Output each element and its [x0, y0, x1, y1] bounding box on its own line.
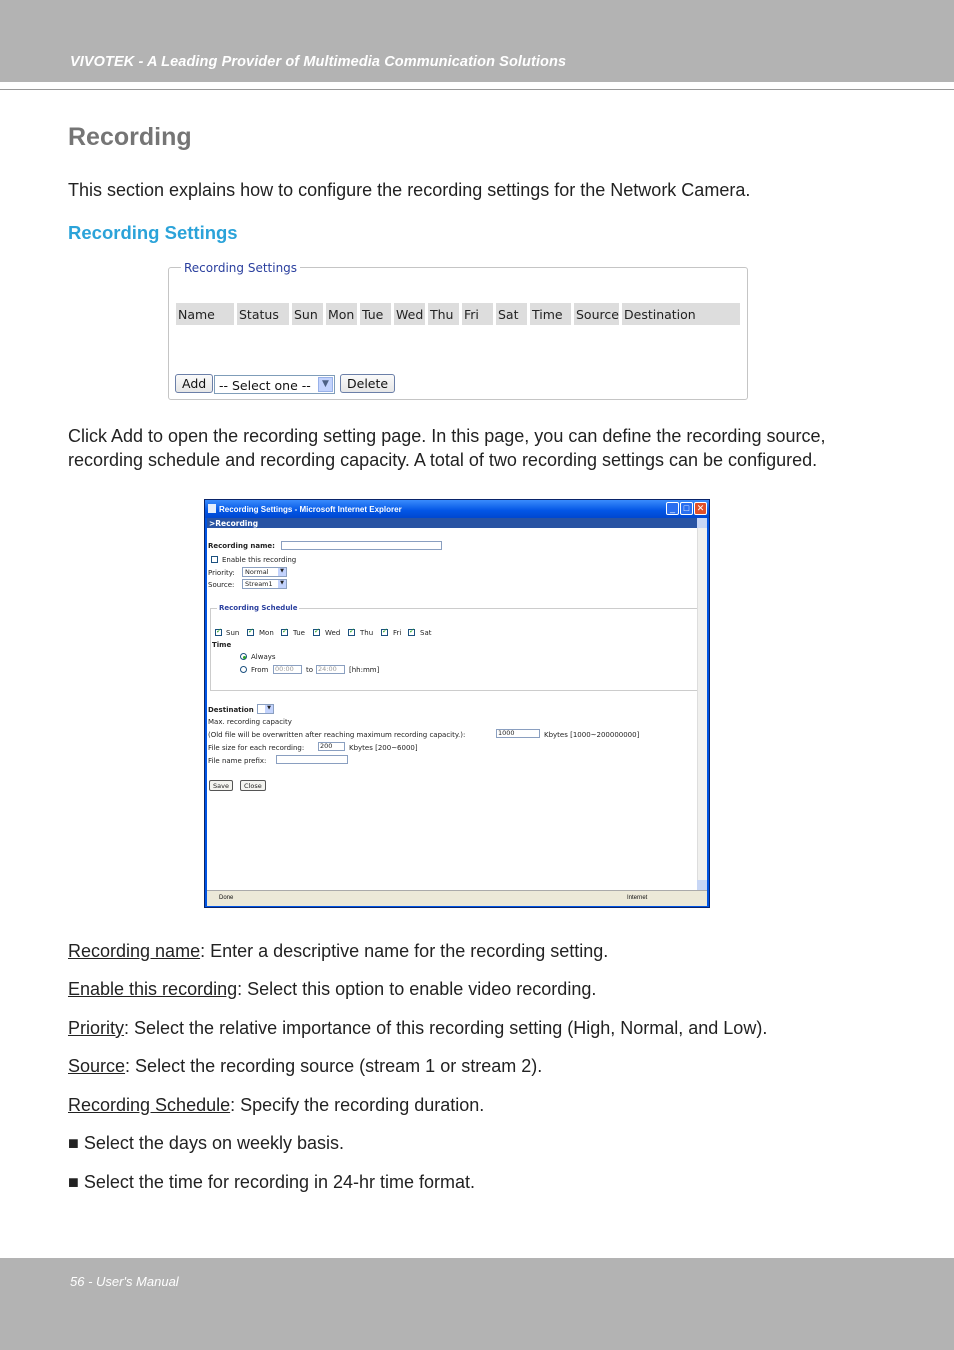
day-thu-checkbox[interactable] — [348, 629, 355, 636]
window-statusbar — [207, 890, 707, 906]
priority-select[interactable] — [242, 567, 287, 577]
day-thu-label: Thu — [360, 629, 374, 637]
day-wed-label: Wed — [325, 629, 341, 637]
overwrite-note: (Old file will be overwritten after reaching maximum recording capacity.): — [208, 731, 466, 739]
add-description-line1: Click Add to open the recording setting page. In this page, you can define the recording source, — [68, 426, 826, 446]
col-tue: Tue — [360, 303, 391, 325]
window-titlebar — [205, 500, 709, 518]
file-size-input[interactable]: 200 — [318, 742, 345, 751]
field-term: Recording name — [68, 941, 201, 961]
from-radio[interactable] — [240, 666, 247, 673]
recording-schedule-fieldset — [210, 604, 699, 691]
field-desc-schedule — [68, 1093, 484, 1117]
recording-name-input[interactable] — [281, 541, 442, 550]
intro-text: This section explains how to configure the recording settings for the Network Camera. — [68, 180, 751, 200]
col-thu: Thu — [428, 303, 459, 325]
to-label — [306, 666, 313, 674]
always-label: Always — [251, 653, 276, 661]
recording-select-value: -- Select one -- — [219, 378, 311, 393]
status-zone: Internet — [627, 895, 648, 901]
file-size-label: File size for each recording: — [208, 744, 305, 752]
from-time-input[interactable]: 00:00 — [273, 665, 302, 674]
day-sat-checkbox[interactable] — [408, 629, 415, 636]
time-format-hint: [hh:mm] — [349, 666, 380, 674]
chevron-down-icon: ▼ — [278, 568, 286, 576]
settings-table-header — [176, 303, 741, 325]
page-number: 56 - User's Manual — [70, 1274, 179, 1289]
chevron-down-icon[interactable]: ▼ — [318, 377, 333, 392]
file-prefix-input[interactable] — [276, 755, 348, 764]
scroll-down-icon[interactable] — [697, 880, 707, 890]
recording-settings-panel — [168, 261, 748, 400]
recording-settings-window — [204, 499, 710, 908]
day-tue-label: Tue — [293, 629, 305, 637]
capacity-input[interactable]: 1000 — [496, 729, 540, 738]
footer-band — [0, 1258, 954, 1350]
enable-recording-checkbox[interactable] — [211, 556, 218, 563]
window-scrollbar[interactable] — [697, 518, 707, 890]
field-desc-source — [68, 1054, 542, 1078]
day-tue-checkbox[interactable] — [281, 629, 288, 636]
col-source: Source — [574, 303, 619, 325]
day-mon-label: Mon — [259, 629, 274, 637]
priority-value: Normal — [245, 568, 269, 576]
capacity-range: Kbytes [1000~200000000] — [544, 731, 640, 739]
field-text: : Enter a descriptive name for the recording setting. — [200, 941, 609, 961]
destination-select[interactable] — [257, 704, 274, 714]
field-term: Recording Schedule — [68, 1095, 231, 1115]
col-name: Name — [176, 303, 234, 325]
add-description-line2: recording schedule and recording capacity. A total of two recording settings can be configured. — [68, 450, 818, 470]
field-desc-priority — [68, 1016, 767, 1040]
field-term: Enable this recording — [68, 979, 238, 999]
col-status: Status — [237, 303, 289, 325]
always-radio[interactable] — [240, 653, 247, 660]
close-icon[interactable]: ✕ — [694, 502, 707, 515]
day-fri-label: Fri — [393, 629, 402, 637]
enable-recording-label: Enable this recording — [222, 556, 297, 564]
header-divider — [0, 89, 954, 90]
chevron-down-icon: ▼ — [278, 580, 286, 588]
add-button[interactable]: Add — [175, 374, 213, 393]
col-destination: Destination — [622, 303, 740, 325]
recording-name-label: Recording name: — [208, 542, 275, 550]
field-text: : Select the recording source (stream 1 or stream 2). — [125, 1056, 543, 1076]
header-band — [0, 0, 954, 82]
delete-button[interactable]: Delete — [340, 374, 395, 393]
col-fri: Fri — [462, 303, 493, 325]
day-sun-checkbox[interactable] — [215, 629, 222, 636]
time-label: Time — [212, 641, 232, 649]
close-button[interactable]: Close — [240, 780, 266, 791]
recording-section-header: >Recording — [207, 518, 697, 528]
source-value: Stream1 — [245, 580, 273, 588]
bullet-days: ■ Select the days on weekly basis. — [68, 1133, 345, 1153]
field-term: Source — [68, 1056, 126, 1076]
field-desc-recording-name — [68, 939, 608, 963]
recording-schedule-legend: Recording Schedule — [219, 604, 298, 612]
day-wed-checkbox[interactable] — [313, 629, 320, 636]
recording-select[interactable] — [214, 375, 335, 394]
field-text: : Select the relative importance of this recording setting (High, Normal, and Low). — [124, 1018, 768, 1038]
panel-legend: Recording Settings — [181, 261, 300, 275]
save-button[interactable]: Save — [209, 780, 233, 791]
bullet-time: ■ Select the time for recording in 24-hr time format. — [68, 1172, 476, 1192]
chevron-down-icon: ▼ — [265, 705, 273, 713]
section-subtitle: Recording Settings — [68, 222, 238, 243]
field-text: : Specify the recording duration. — [230, 1095, 485, 1115]
file-size-range: Kbytes [200~6000] — [349, 744, 418, 752]
maximize-icon[interactable]: □ — [680, 502, 693, 515]
file-prefix-label: File name prefix: — [208, 757, 267, 765]
day-sun-label: Sun — [226, 629, 240, 637]
minimize-icon[interactable]: _ — [666, 502, 679, 515]
to-text: to — [306, 666, 314, 674]
col-wed: Wed — [394, 303, 425, 325]
field-text: : Select this option to enable video recording. — [237, 979, 597, 999]
col-sat: Sat — [496, 303, 527, 325]
source-label: Source: — [208, 581, 235, 589]
col-mon: Mon — [326, 303, 357, 325]
day-fri-checkbox[interactable] — [381, 629, 388, 636]
source-select[interactable] — [242, 579, 287, 589]
page-title: Recording — [68, 123, 192, 151]
brand-tagline: VIVOTEK - A Leading Provider of Multimedia Communication Solutions — [70, 54, 567, 70]
destination-label: Destination — [208, 706, 254, 714]
ie-icon — [208, 504, 216, 513]
window-title: Recording Settings - Microsoft Internet Explorer — [219, 505, 402, 514]
max-capacity-label: Max. recording capacity — [208, 718, 292, 726]
field-term: Priority — [68, 1018, 125, 1038]
day-mon-checkbox[interactable] — [247, 629, 254, 636]
scroll-up-icon[interactable] — [697, 518, 707, 528]
from-label: From — [251, 666, 269, 674]
window-client — [207, 518, 707, 890]
col-time: Time — [530, 303, 571, 325]
status-done: Done — [219, 895, 234, 901]
day-sat-label: Sat — [420, 629, 432, 637]
field-desc-enable — [68, 977, 596, 1001]
col-sun: Sun — [292, 303, 323, 325]
priority-label: Priority: — [208, 569, 235, 577]
to-time-input[interactable]: 24:00 — [316, 665, 345, 674]
